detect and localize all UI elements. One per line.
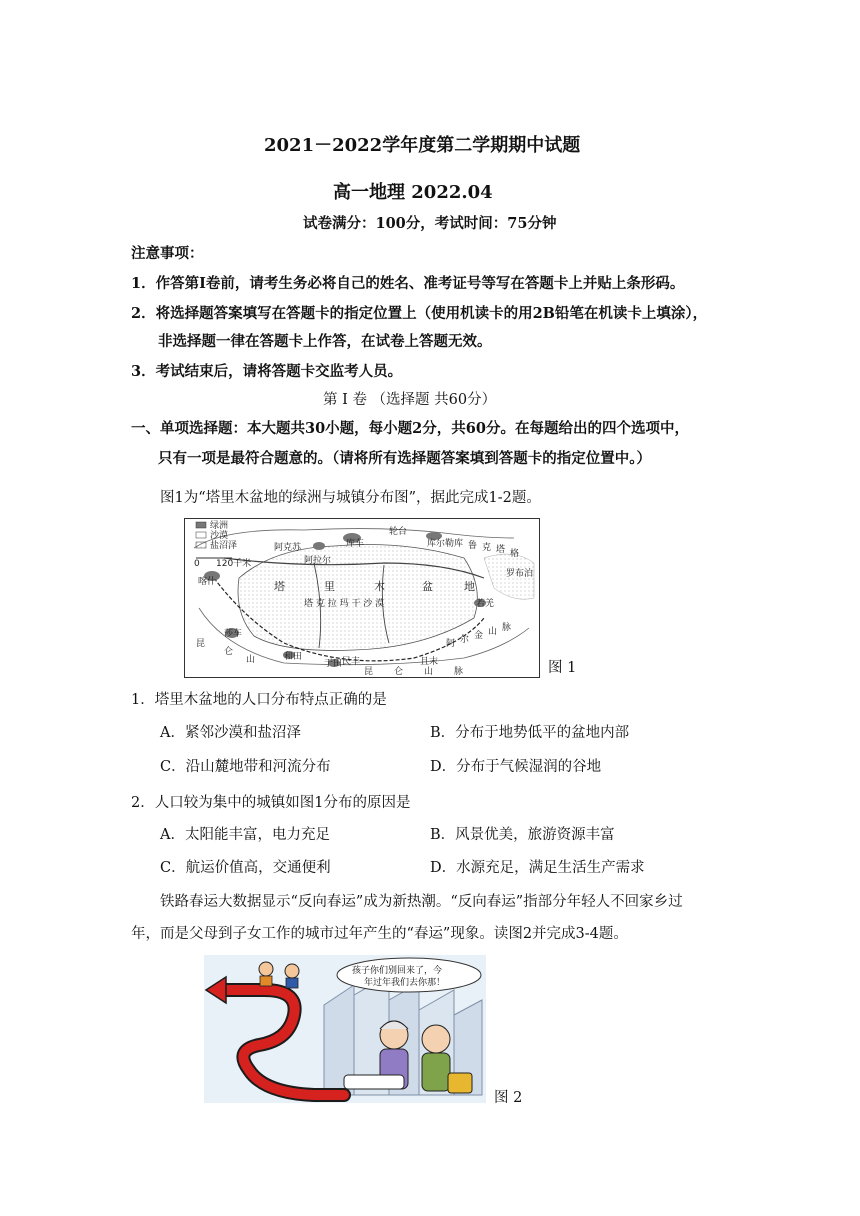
passage-line: 铁路春运大数据显示“反向春运”成为新热潮。“反向春运”指部分年轻人不回家乡过 <box>160 894 683 910</box>
question-option: D．水源充足，满足生活生产需求 <box>430 860 645 876</box>
mountain-char: 脉 <box>502 623 512 633</box>
question-stem: 1．塔里木盆地的人口分布特点正确的是 <box>131 692 387 708</box>
map-svg <box>184 518 540 678</box>
mountain-char: 昆 <box>364 667 374 677</box>
reverse-spring-travel-cartoon <box>204 955 486 1103</box>
place-label: 且末 <box>420 657 439 667</box>
figure2-caption: 图 2 <box>494 1090 523 1106</box>
question-option: D．分布于气候湿润的谷地 <box>430 759 602 775</box>
place-label: 和田 <box>284 652 303 662</box>
notes-heading: 注意事项： <box>131 245 204 262</box>
mountain-char: 格 <box>510 549 520 559</box>
place-label: 库尔勒 <box>427 539 455 549</box>
note-item: 1．作答第Ⅰ卷前，请考生务必将自己的姓名、准考证号等写在答题卡上并贴上条形码。 <box>131 275 685 292</box>
mountain-char: 塔 <box>496 545 506 555</box>
place-label: 库车 <box>346 539 365 549</box>
figure1-caption: 图 1 <box>548 660 577 676</box>
speech-line: 年过年我们去你那！ <box>364 978 446 988</box>
note-item: 2．将选择题答案填写在答题卡的指定位置上（使用机读卡的用2B铅笔在机读卡上填涂）， <box>131 305 708 322</box>
place-label: 轮台 <box>389 527 408 537</box>
section-instruction: 一、单项选择题：本大题共30小题，每小题2分，共60分。在每题给出的四个选项中， <box>131 420 689 437</box>
basin-char: 盆 <box>422 580 433 593</box>
mountain-char: 山 <box>246 655 256 665</box>
place-label: 阿拉尔 <box>304 556 332 566</box>
legend-oasis: 绿洲 <box>210 521 229 531</box>
question-option: B．风景优美，旅游资源丰富 <box>430 827 615 843</box>
passage-line: 年，而是父母到子女工作的城市过年产生的“春运”现象。读图2并完成3-4题。 <box>131 926 628 942</box>
tarim-basin-map <box>184 518 540 678</box>
mountain-char: 仑 <box>224 647 234 657</box>
desert-label: 塔 克 拉 玛 干 沙 漠 <box>304 599 385 609</box>
question-option: A．太阳能丰富，电力充足 <box>160 827 330 843</box>
section-heading: 第 Ⅰ 卷 （选择题 共60分） <box>323 392 497 408</box>
section-instruction: 只有一项是最符合题意的。（请将所有选择题答案填到答题卡的指定位置中。） <box>158 450 651 467</box>
place-label: 民丰 <box>342 657 361 667</box>
place-label: 喀什 <box>198 577 217 587</box>
question-stem: 2．人口较为集中的城镇如图1分布的原因是 <box>131 795 411 811</box>
mountain-char: 鲁 <box>468 541 478 551</box>
figure1-intro: 图1为“塔里木盆地的绿洲与城镇分布图”，据此完成1-2题。 <box>160 490 541 506</box>
scale-zero: 0 <box>194 559 200 569</box>
mountain-char: 克 <box>482 543 492 553</box>
note-item: 非选择题一律在答题卡上作答，在试卷上答题无效。 <box>158 333 492 350</box>
question-option: A．紧邻沙漠和盐沼泽 <box>160 725 301 741</box>
lake-label: 罗布泊 <box>506 569 534 579</box>
cartoon-svg <box>204 955 486 1103</box>
place-label: 于田 <box>324 659 343 669</box>
basin-char: 里 <box>324 580 335 593</box>
mountain-char: 金 <box>474 631 484 641</box>
question-option: C．航运价值高，交通便利 <box>160 860 331 876</box>
scale-label: 120千米 <box>216 559 252 569</box>
mountain-char: 山 <box>488 627 498 637</box>
mountain-char: 阿 <box>446 639 456 649</box>
mountain-char: 尔 <box>460 635 470 645</box>
mountain-char: 昆 <box>196 639 206 649</box>
exam-info: 试卷满分：100分，考试时间：75分钟 <box>303 215 557 232</box>
place-label: 阿克苏 <box>274 543 302 553</box>
exam-subtitle: 高一地理 2022.04 <box>333 182 493 203</box>
basin-char: 木 <box>374 580 385 593</box>
basin-char: 地 <box>464 580 475 593</box>
speech-line: 孩子你们别回来了，今 <box>352 966 443 976</box>
mountain-char: 仑 <box>394 667 404 677</box>
basin-char: 塔 <box>274 580 285 593</box>
place-label: 若羌 <box>476 599 495 609</box>
mountain-char: 脉 <box>454 667 464 677</box>
legend-desert: 沙漠 <box>210 531 229 541</box>
mountain-char: 库 <box>454 539 464 549</box>
note-item: 3．考试结束后，请将答题卡交监考人员。 <box>131 363 403 380</box>
place-label: 莎车 <box>224 629 243 639</box>
mountain-char: 山 <box>424 667 434 677</box>
exam-title: 2021－2022学年度第二学期期中试题 <box>264 135 581 156</box>
question-option: B．分布于地势低平的盆地内部 <box>430 725 630 741</box>
question-option: C．沿山麓地带和河流分布 <box>160 759 331 775</box>
legend-salt-marsh: 盐沼泽 <box>210 541 238 551</box>
